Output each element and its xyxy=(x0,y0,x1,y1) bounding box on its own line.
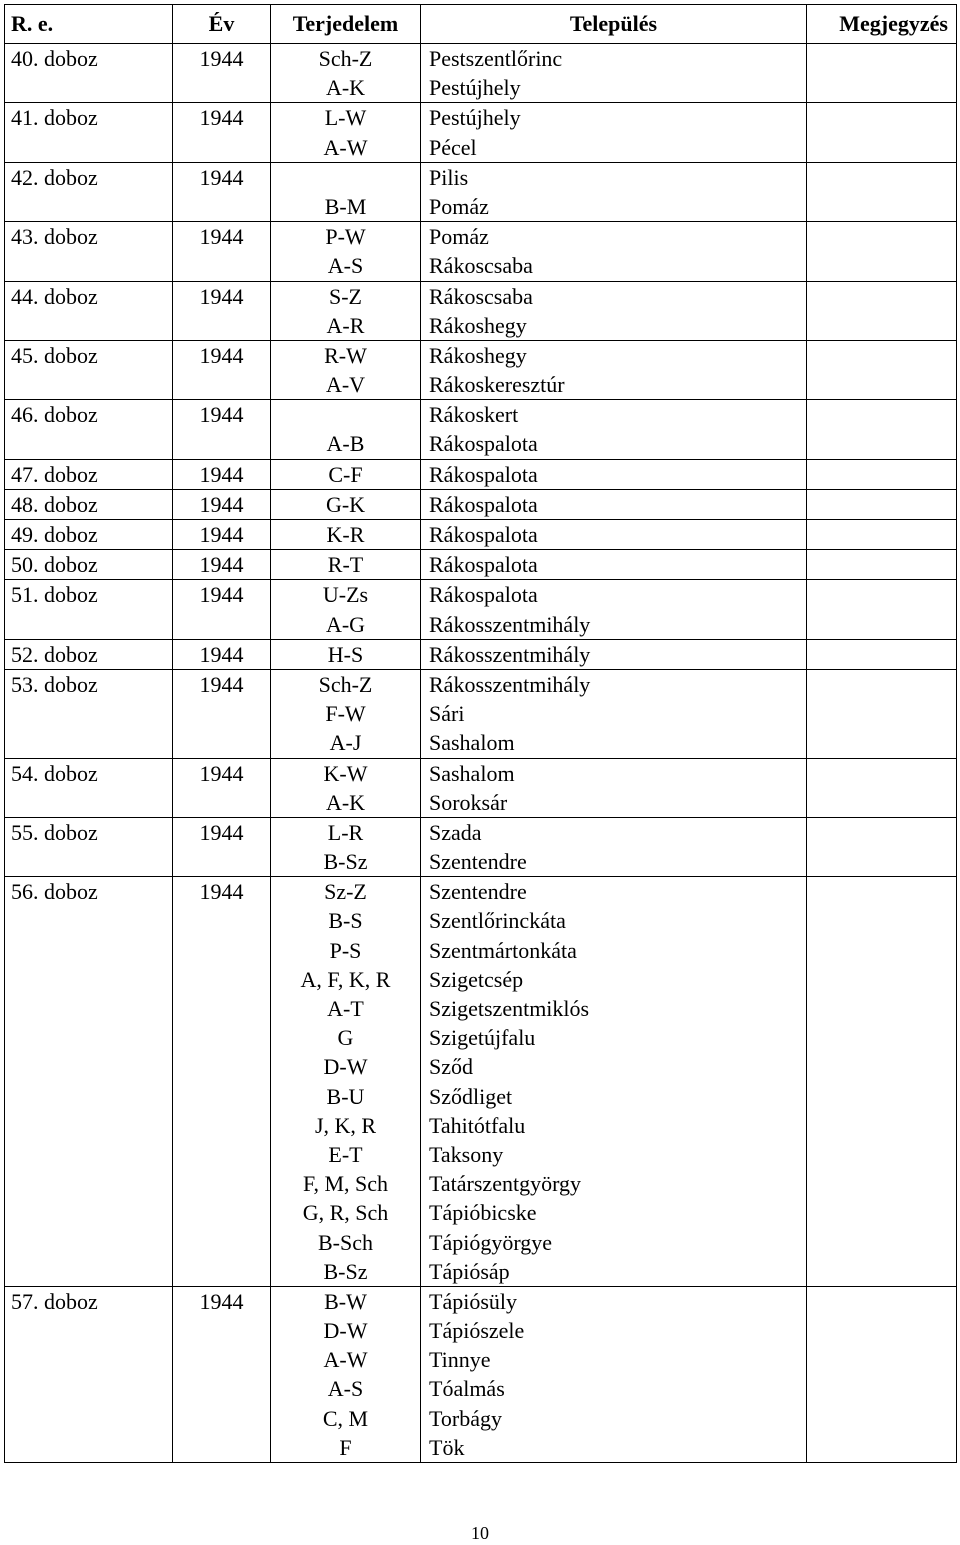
range-cell-line: Sch-Z xyxy=(318,671,373,697)
year-cell xyxy=(173,44,271,103)
box-number-cell-text: 56. doboz xyxy=(11,879,98,905)
place-cell-line: Rákoskert xyxy=(429,402,519,428)
note-cell-text xyxy=(807,818,956,847)
table-row xyxy=(5,758,957,817)
range-cell xyxy=(271,281,421,340)
range-cell-line: A-S xyxy=(327,253,364,279)
table-row xyxy=(5,877,957,1287)
note-cell-text xyxy=(807,759,956,788)
box-number-cell xyxy=(5,758,173,817)
year-cell xyxy=(173,1286,271,1462)
place-cell xyxy=(421,1286,807,1462)
year-cell-text: 1944 xyxy=(199,641,244,667)
place-cell-line: Rákospalota xyxy=(429,491,538,517)
box-number-cell-text: 49. doboz xyxy=(11,522,98,547)
box-number-cell-text: 45. doboz xyxy=(11,342,98,368)
range-cell-line: B-S xyxy=(328,908,363,934)
note-cell-text xyxy=(807,282,956,311)
header-box-number: R. e. xyxy=(5,5,173,44)
range-cell-line: K-R xyxy=(326,522,365,547)
range-cell-line: F, M, Sch xyxy=(302,1171,389,1197)
range-cell-line: A-S xyxy=(327,1376,364,1402)
note-cell-text xyxy=(807,580,956,609)
box-number-cell-text: 42. doboz xyxy=(11,164,98,190)
range-cell xyxy=(271,758,421,817)
place-cell-line: Tatárszentgyörgy xyxy=(429,1171,582,1197)
range-cell-line: B-Sz xyxy=(323,1258,368,1284)
box-number-cell xyxy=(5,520,173,550)
place-cell xyxy=(421,489,807,519)
year-cell-text: 1944 xyxy=(199,819,244,845)
range-cell-line: A-W xyxy=(323,1347,368,1373)
box-number-cell xyxy=(5,489,173,519)
range-cell-line: D-W xyxy=(323,1318,368,1344)
note-cell xyxy=(807,758,957,817)
place-cell xyxy=(421,817,807,876)
table-row xyxy=(5,580,957,639)
place-cell-line: Pestújhely xyxy=(429,105,521,131)
place-cell-line: Rákosszentmihály xyxy=(429,671,591,697)
range-cell-line: H-S xyxy=(327,641,364,667)
place-cell-line: Pomáz xyxy=(429,193,489,219)
range-cell-line: A-K xyxy=(325,789,366,815)
note-cell-text xyxy=(807,400,956,429)
place-cell-line: Sashalom xyxy=(429,730,515,756)
note-cell xyxy=(807,580,957,639)
year-cell-text: 1944 xyxy=(199,283,244,309)
note-cell-text xyxy=(807,550,956,579)
range-cell-line: F-W xyxy=(325,701,366,727)
range-cell-line: A, F, K, R xyxy=(300,966,391,992)
year-cell xyxy=(173,103,271,162)
note-cell-text xyxy=(807,341,956,370)
range-cell-line: U-Zs xyxy=(322,582,369,608)
place-cell-line: Taksony xyxy=(429,1141,504,1167)
place-cell-line: Rákosszentmihály xyxy=(429,641,591,667)
year-cell-text: 1944 xyxy=(199,552,244,578)
note-cell xyxy=(807,400,957,459)
range-cell-line: A-W xyxy=(323,134,368,160)
place-cell-line: Rákospalota xyxy=(429,552,538,578)
box-number-cell xyxy=(5,669,173,758)
note-cell-text xyxy=(807,222,956,251)
table-row xyxy=(5,222,957,281)
box-number-cell xyxy=(5,817,173,876)
note-cell-text xyxy=(807,163,956,192)
box-number-cell-text: 55. doboz xyxy=(11,819,98,845)
note-cell-text xyxy=(807,460,956,489)
range-cell-line: A-T xyxy=(327,996,364,1021)
range-cell-line: B-U xyxy=(326,1083,365,1109)
box-number-cell-text: 57. doboz xyxy=(11,1288,98,1314)
range-cell-line: J, K, R xyxy=(314,1112,377,1138)
note-cell xyxy=(807,340,957,399)
table-row xyxy=(5,520,957,550)
year-cell-text: 1944 xyxy=(199,1288,244,1314)
place-cell xyxy=(421,669,807,758)
table-row xyxy=(5,400,957,459)
box-number-cell-text: 51. doboz xyxy=(11,582,98,608)
note-cell-text xyxy=(807,640,956,669)
range-cell-line: B-W xyxy=(324,1288,367,1314)
header-range: Terjedelem xyxy=(271,5,421,44)
year-cell-text: 1944 xyxy=(199,760,244,786)
range-cell xyxy=(271,162,421,221)
table-row xyxy=(5,340,957,399)
table-row xyxy=(5,459,957,489)
year-cell-text: 1944 xyxy=(199,46,244,71)
box-number-cell-text: 44. doboz xyxy=(11,283,98,309)
place-cell-line: Tinnye xyxy=(429,1347,491,1373)
place-cell-line: Soroksár xyxy=(429,789,508,815)
note-cell xyxy=(807,459,957,489)
place-cell xyxy=(421,520,807,550)
range-cell-line: L-W xyxy=(324,105,367,131)
box-number-cell xyxy=(5,400,173,459)
range-cell-line: A-B xyxy=(326,431,365,457)
range-cell-line: C-F xyxy=(328,461,363,487)
box-number-cell xyxy=(5,877,173,1287)
range-cell-line: A-J xyxy=(329,730,362,756)
note-cell xyxy=(807,639,957,669)
note-cell-text xyxy=(807,103,956,132)
note-cell xyxy=(807,817,957,876)
note-cell-text xyxy=(807,490,956,519)
range-cell-line xyxy=(271,400,420,429)
place-cell xyxy=(421,758,807,817)
table-row xyxy=(5,817,957,876)
place-cell-line: Tápiósüly xyxy=(429,1288,517,1314)
range-cell-line: P-W xyxy=(325,224,366,250)
note-cell xyxy=(807,877,957,1287)
range-cell-line: A-R xyxy=(326,312,365,338)
table-row xyxy=(5,550,957,580)
note-cell-text xyxy=(807,520,956,549)
range-cell xyxy=(271,669,421,758)
place-cell-line: Tápiósáp xyxy=(429,1258,510,1284)
header-note: Megjegyzés xyxy=(807,5,957,44)
range-cell-line: P-S xyxy=(329,937,362,963)
box-number-cell xyxy=(5,222,173,281)
note-cell xyxy=(807,1286,957,1462)
place-cell-line: Szentmártonkáta xyxy=(429,937,577,963)
place-cell-line: Pomáz xyxy=(429,224,489,250)
place-cell-line: Tök xyxy=(429,1434,465,1460)
box-number-cell xyxy=(5,103,173,162)
place-cell-line: Rákospalota xyxy=(429,582,538,608)
range-cell xyxy=(271,520,421,550)
year-cell-text: 1944 xyxy=(199,105,244,131)
table-row xyxy=(5,44,957,103)
header-row xyxy=(5,5,957,44)
note-cell-text xyxy=(807,670,956,699)
place-cell-line: Sári xyxy=(429,701,465,727)
range-cell xyxy=(271,103,421,162)
year-cell-text: 1944 xyxy=(199,342,244,368)
table-row xyxy=(5,1286,957,1462)
place-cell xyxy=(421,340,807,399)
box-number-cell-text: 47. doboz xyxy=(11,461,98,487)
year-cell xyxy=(173,459,271,489)
place-cell-line: Tápiógyörgye xyxy=(429,1229,553,1255)
year-cell xyxy=(173,489,271,519)
place-cell-line: Szada xyxy=(429,819,482,845)
page-number: 10 xyxy=(471,1523,489,1543)
place-cell-line: Rákoscsaba xyxy=(429,283,533,309)
box-number-cell xyxy=(5,580,173,639)
table-row xyxy=(5,162,957,221)
place-cell-line: Szentendre xyxy=(429,849,527,875)
place-cell-line: Tápiószele xyxy=(429,1318,525,1344)
box-number-cell-text: 50. doboz xyxy=(11,552,98,578)
range-cell-line: B-M xyxy=(324,193,367,219)
range-cell-line: Sch-Z xyxy=(318,46,373,71)
box-number-cell xyxy=(5,162,173,221)
range-cell-line: B-Sch xyxy=(318,1229,373,1255)
year-cell xyxy=(173,580,271,639)
box-number-cell xyxy=(5,459,173,489)
place-cell xyxy=(421,550,807,580)
note-cell xyxy=(807,103,957,162)
range-cell-line: E-T xyxy=(328,1141,363,1167)
table-row xyxy=(5,639,957,669)
place-cell xyxy=(421,281,807,340)
header-place: Település xyxy=(421,5,807,44)
place-cell-line: Rákospalota xyxy=(429,522,538,547)
box-number-cell-text: 46. doboz xyxy=(11,402,98,428)
range-cell-line: K-W xyxy=(323,760,368,786)
year-cell xyxy=(173,758,271,817)
year-cell-text: 1944 xyxy=(199,402,244,428)
box-number-cell xyxy=(5,44,173,103)
place-cell-line: Pécel xyxy=(429,134,477,160)
range-cell-line: G-K xyxy=(325,491,366,517)
box-number-cell-text: 41. doboz xyxy=(11,105,98,131)
place-cell-line: Rákoscsaba xyxy=(429,253,533,279)
box-number-cell-text: 40. doboz xyxy=(11,46,98,71)
note-cell xyxy=(807,162,957,221)
year-cell-text: 1944 xyxy=(199,582,244,608)
place-cell-line: Tóalmás xyxy=(429,1376,505,1402)
place-cell-line: Tahitótfalu xyxy=(429,1112,526,1138)
range-cell xyxy=(271,222,421,281)
place-cell-line: Szigetcsép xyxy=(429,966,524,992)
range-cell xyxy=(271,877,421,1287)
place-cell-line: Sződ xyxy=(429,1054,473,1080)
table-row xyxy=(5,489,957,519)
year-cell-text: 1944 xyxy=(199,164,244,190)
box-number-cell-text: 54. doboz xyxy=(11,760,98,786)
range-cell xyxy=(271,550,421,580)
year-cell xyxy=(173,400,271,459)
note-cell xyxy=(807,222,957,281)
place-cell xyxy=(421,222,807,281)
place-cell-line: Szentendre xyxy=(429,879,527,905)
year-cell xyxy=(173,520,271,550)
range-cell-line: G xyxy=(337,1025,354,1051)
year-cell xyxy=(173,222,271,281)
range-cell-line xyxy=(271,163,420,192)
year-cell xyxy=(173,340,271,399)
place-cell xyxy=(421,162,807,221)
year-cell xyxy=(173,162,271,221)
table-row xyxy=(5,103,957,162)
archive-inventory-table xyxy=(4,4,957,1463)
place-cell-line: Torbágy xyxy=(429,1405,502,1431)
box-number-cell-text: 53. doboz xyxy=(11,671,98,697)
note-cell xyxy=(807,489,957,519)
table-row xyxy=(5,281,957,340)
year-cell xyxy=(173,669,271,758)
range-cell xyxy=(271,580,421,639)
place-cell-line: Tápióbicske xyxy=(429,1200,537,1226)
note-cell xyxy=(807,281,957,340)
place-cell-line: Szentlőrinckáta xyxy=(429,908,566,934)
year-cell-text: 1944 xyxy=(199,461,244,487)
place-cell xyxy=(421,400,807,459)
box-number-cell-text: 43. doboz xyxy=(11,224,98,250)
year-cell xyxy=(173,877,271,1287)
place-cell-line: Rákoskeresztúr xyxy=(429,372,565,398)
box-number-cell xyxy=(5,639,173,669)
year-cell xyxy=(173,550,271,580)
year-cell xyxy=(173,281,271,340)
place-cell-line: Szigetújfalu xyxy=(429,1025,536,1051)
box-number-cell-text: 48. doboz xyxy=(11,491,98,517)
range-cell xyxy=(271,489,421,519)
range-cell xyxy=(271,1286,421,1462)
range-cell-line: L-R xyxy=(327,819,364,845)
place-cell xyxy=(421,580,807,639)
range-cell-line: S-Z xyxy=(329,283,362,309)
box-number-cell xyxy=(5,1286,173,1462)
year-cell-text: 1944 xyxy=(199,879,244,905)
place-cell xyxy=(421,103,807,162)
place-cell-line: Pestszentlőrinc xyxy=(429,46,563,71)
year-cell xyxy=(173,639,271,669)
range-cell-line: R-T xyxy=(327,552,364,578)
place-cell xyxy=(421,44,807,103)
range-cell-line: R-W xyxy=(324,342,367,368)
range-cell-line: A-G xyxy=(325,611,366,637)
place-cell-line: Pilis xyxy=(429,164,469,190)
box-number-cell xyxy=(5,340,173,399)
range-cell-line: C, M xyxy=(322,1405,369,1431)
place-cell-line: Sződliget xyxy=(429,1083,513,1109)
place-cell-line: Rákosszentmihály xyxy=(429,611,591,637)
place-cell xyxy=(421,459,807,489)
range-cell-line: B-Sz xyxy=(323,849,368,875)
range-cell-line: A-K xyxy=(325,75,366,101)
header-year: Év xyxy=(173,5,271,44)
place-cell xyxy=(421,639,807,669)
note-cell xyxy=(807,550,957,580)
box-number-cell-text: 52. doboz xyxy=(11,641,98,667)
range-cell-line: D-W xyxy=(323,1054,368,1080)
range-cell xyxy=(271,340,421,399)
box-number-cell xyxy=(5,550,173,580)
year-cell-text: 1944 xyxy=(199,491,244,517)
box-number-cell xyxy=(5,281,173,340)
range-cell xyxy=(271,400,421,459)
table-row xyxy=(5,669,957,758)
range-cell-line: Sz-Z xyxy=(324,879,367,905)
range-cell xyxy=(271,44,421,103)
place-cell-line: Rákoshegy xyxy=(429,342,527,368)
place-cell-line: Sashalom xyxy=(429,760,515,786)
place-cell-line: Szigetszentmiklós xyxy=(429,996,590,1021)
range-cell-line: F xyxy=(339,1434,352,1460)
note-cell xyxy=(807,669,957,758)
range-cell-line: G, R, Sch xyxy=(302,1200,389,1226)
place-cell xyxy=(421,877,807,1287)
year-cell-text: 1944 xyxy=(199,671,244,697)
year-cell xyxy=(173,817,271,876)
note-cell xyxy=(807,44,957,103)
range-cell-line: A-V xyxy=(325,372,366,398)
table-header xyxy=(5,5,957,44)
year-cell-text: 1944 xyxy=(199,522,244,547)
range-cell xyxy=(271,817,421,876)
place-cell-line: Rákospalota xyxy=(429,461,538,487)
year-cell-text: 1944 xyxy=(199,224,244,250)
note-cell-text xyxy=(807,1287,956,1316)
note-cell-text xyxy=(807,44,956,73)
place-cell-line: Pestújhely xyxy=(429,75,521,101)
note-cell-text xyxy=(807,877,956,906)
place-cell-line: Rákospalota xyxy=(429,431,538,457)
place-cell-line: Rákoshegy xyxy=(429,312,527,338)
table-body xyxy=(5,44,957,1463)
note-cell xyxy=(807,520,957,550)
range-cell xyxy=(271,459,421,489)
range-cell xyxy=(271,639,421,669)
